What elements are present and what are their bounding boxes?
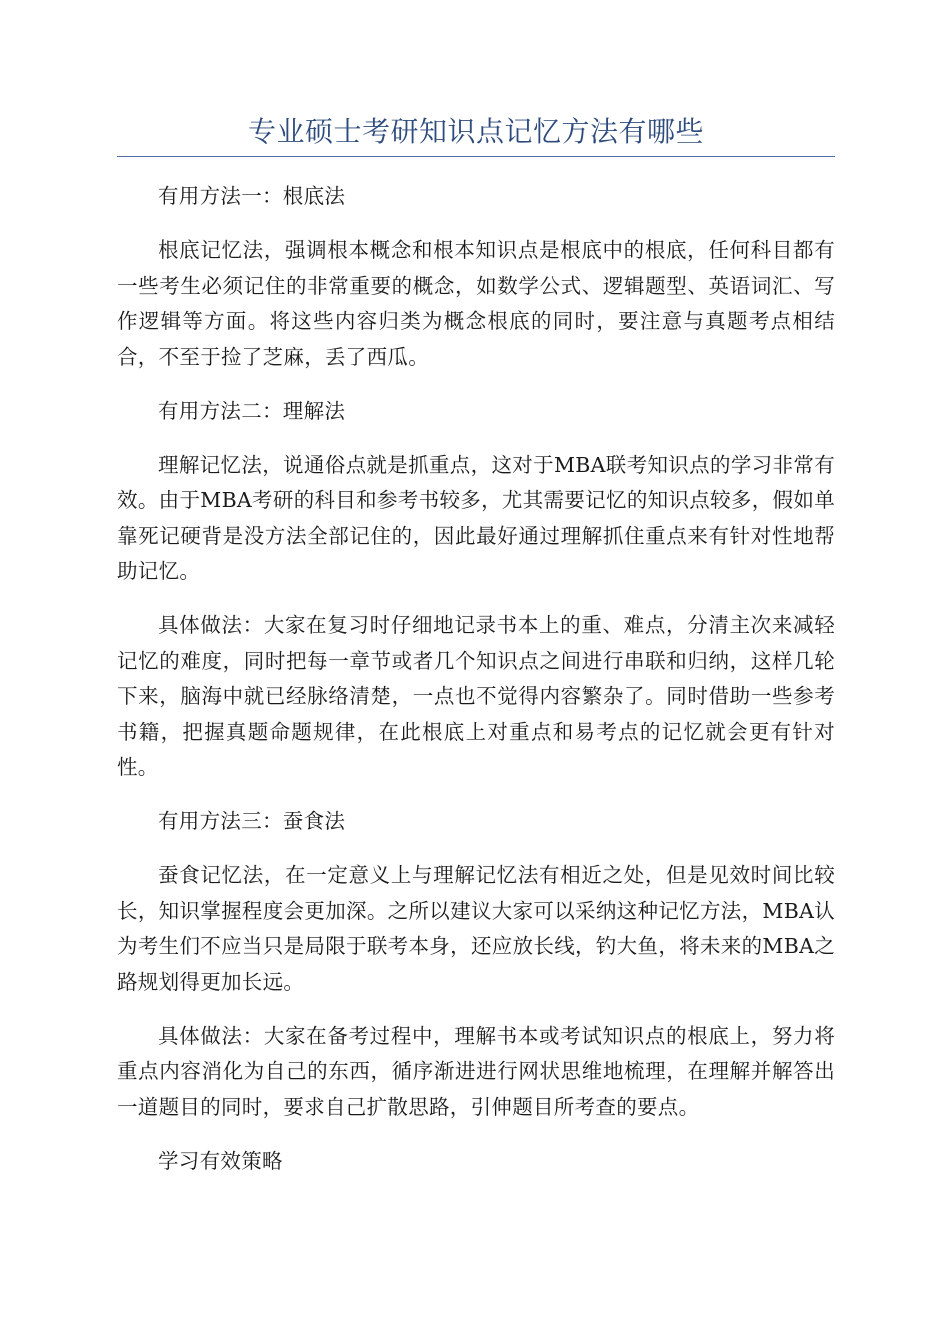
document-body	[117, 179, 835, 1179]
paragraph-understanding-practice: 具体做法：大家在复习时仔细地记录书本上的重、难点，分清主次来减轻记忆的难度，同时把每一章节或者几个知识点之间进行串联和归纳，这样几轮下来，脑海中就已经脉络清楚，一点也不觉得内容繁杂了。同时借助一些参考书籍，把握真题命题规律，在此根底上对重点和易考点的记忆就会更有针对性。	[117, 613, 835, 779]
section-heading-method-1: 有用方法一：根底法	[158, 184, 346, 208]
section-heading-method-3: 有用方法三：蚕食法	[158, 809, 346, 833]
paragraph-understanding-method: 理解记忆法，说通俗点就是抓重点，这对于MBA联考知识点的学习非常有效。由于MBA考研的科目和参考书较多，尤其需要记忆的知识点较多，假如单靠死记硬背是没方法全部记住的，因此最好通过理解抓住重点来有针对性地帮助记忆。	[117, 452, 835, 583]
section-heading-method-2: 有用方法二：理解法	[158, 398, 346, 423]
paragraph-nibbling-practice: 具体做法：大家在备考过程中，理解书本或考试知识点的根底上，努力将重点内容消化为自己的东西，循序渐进进行网状思维地梳理，在理解并解答出一道题目的同时，要求自己扩散思路，引伸题目所考查的要点。	[117, 1023, 835, 1119]
page-title: 专业硕士考研知识点记忆方法有哪些	[117, 112, 835, 157]
section-heading-strategy: 学习有效策略	[158, 1148, 283, 1173]
paragraph-foundation-method: 根底记忆法，强调根本概念和根本知识点是根底中的根底，任何科目都有一些考生必须记住的非常重要的概念，如数学公式、逻辑题型、英语词汇、写作逻辑等方面。将这些内容归类为概念根底的同时，要注意与真题考点相结合，不至于捡了芝麻，丢了西瓜。	[117, 238, 835, 369]
paragraph-nibbling-method: 蚕食记忆法，在一定意义上与理解记忆法有相近之处，但是见效时间比较长，知识掌握程度会更加深。之所以建议大家可以采纳这种记忆方法，MBA认为考生们不应当只是局限于联考本身，还应放长线，钓大鱼，将未来的MBA之路规划得更加长远。	[117, 863, 835, 994]
